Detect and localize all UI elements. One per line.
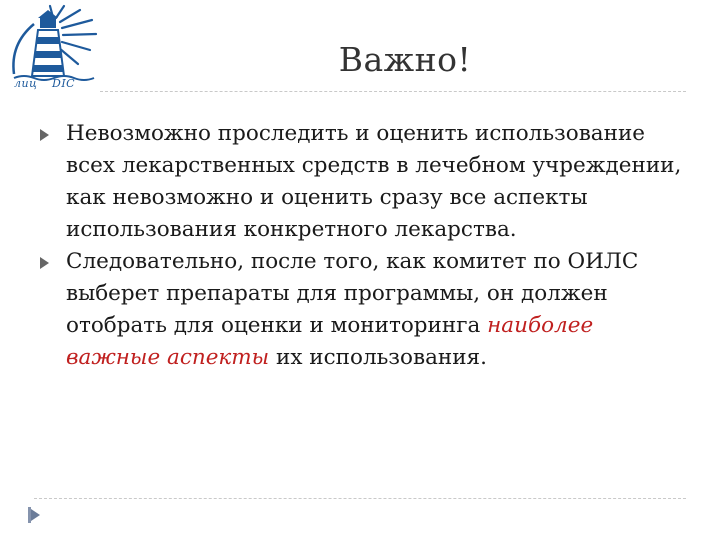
logo-caption-right: DIC <box>52 77 76 90</box>
slide-content <box>40 118 690 374</box>
triangle-bullet-icon <box>40 129 49 141</box>
top-divider <box>100 91 686 92</box>
slide-title: Важно! <box>338 40 472 79</box>
logo-caption-left: лиц <box>14 77 38 90</box>
bottom-divider <box>34 498 686 499</box>
triangle-bullet-icon <box>40 257 49 269</box>
bullet-2-text-before: Следовательно, после того, как комитет по ОИЛС выберет препараты для программы, он должен отобрать для оценки и мониторинга <box>66 249 639 338</box>
bullet-2-emphasis: наиболее важные аспекты <box>66 313 594 370</box>
bullet-item-1 <box>40 118 690 246</box>
bullet-2-text-after: их использования. <box>269 345 487 370</box>
bullet-item-2 <box>40 246 690 374</box>
bullet-1-text: Невозможно проследить и оценить использование всех лекарственных средств в лечебном учреждении, как невозможно и оценить сразу все аспекты использования конкретного лекарства. <box>66 121 682 242</box>
slide-nav-arrow-icon[interactable] <box>26 505 42 525</box>
